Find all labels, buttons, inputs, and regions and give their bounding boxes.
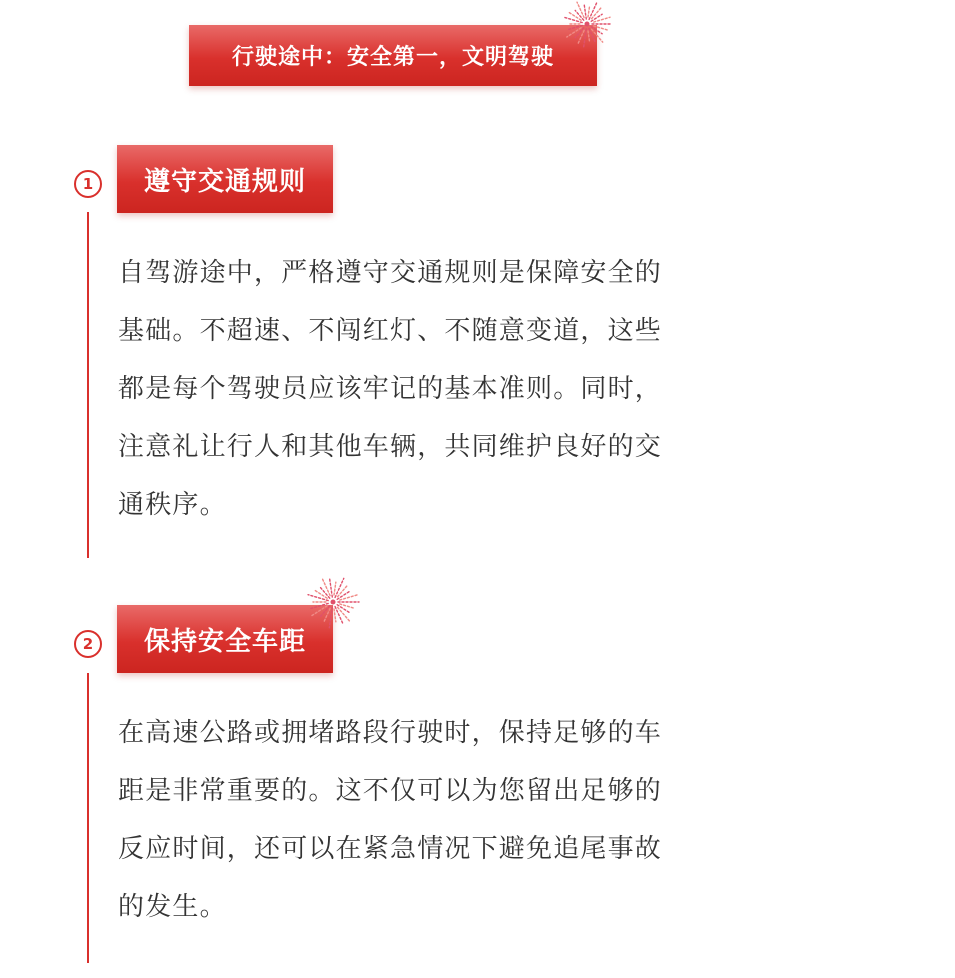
- firework-ray: [334, 609, 336, 622]
- firework-ray: [584, 3, 586, 19]
- firework-ray: [335, 607, 342, 623]
- firework-ray: [588, 6, 590, 17]
- timeline-line: [87, 673, 89, 963]
- firework-ray: [594, 17, 610, 22]
- firework-ray: [589, 2, 597, 19]
- section-heading-banner: [117, 605, 333, 673]
- firework-ray: [338, 607, 350, 621]
- section-number-badge: [74, 630, 102, 658]
- timeline-line: [87, 212, 89, 558]
- firework-ray: [592, 8, 601, 19]
- section-body-text: 在高速公路或拥堵路段行驶时，保持足够的车距是非常重要的。这不仅可以为您留出足够的反应时间，还可以在紧急情况下避免追尾事故的发生。: [118, 718, 663, 922]
- section-heading: 保持安全车距: [143, 626, 306, 657]
- page-title: 行驶途中：安全第一，文明驾驶: [231, 45, 554, 70]
- firework-ray: [334, 582, 336, 595]
- firework-ray: [575, 10, 584, 20]
- section-body-text: 自驾游途中，严格遵守交通规则是保障安全的基础。不超速、不闯红灯、不随意变道，这些都是每个驾驶员应该牢记的基本准则。同时，注意礼让行人和其他车辆，共同维护良好的交通秩序。: [118, 258, 663, 520]
- section-heading: 遵守交通规则: [143, 166, 306, 197]
- section-heading-banner: [117, 145, 333, 213]
- firework-ray: [338, 585, 348, 597]
- section-number: 1: [82, 175, 94, 193]
- section-number-badge: [74, 170, 102, 198]
- section-number: 2: [82, 635, 94, 653]
- firework-ray: [577, 2, 584, 17]
- firework-ray: [337, 591, 350, 599]
- firework-ray: [314, 590, 327, 599]
- firework-ray: [340, 595, 358, 600]
- firework-ray: [337, 605, 350, 613]
- title-banner: [189, 25, 597, 86]
- firework-ray: [335, 578, 344, 597]
- firework-ray: [322, 578, 330, 595]
- firework-ray: [320, 587, 330, 598]
- firework-ray: [591, 14, 602, 21]
- firework-ray: [340, 604, 355, 609]
- firework-ray: [330, 579, 333, 597]
- firework-ray: [564, 17, 582, 22]
- firework-center: [331, 600, 336, 605]
- firework-ray: [569, 13, 581, 21]
- firework-ray: [308, 595, 328, 601]
